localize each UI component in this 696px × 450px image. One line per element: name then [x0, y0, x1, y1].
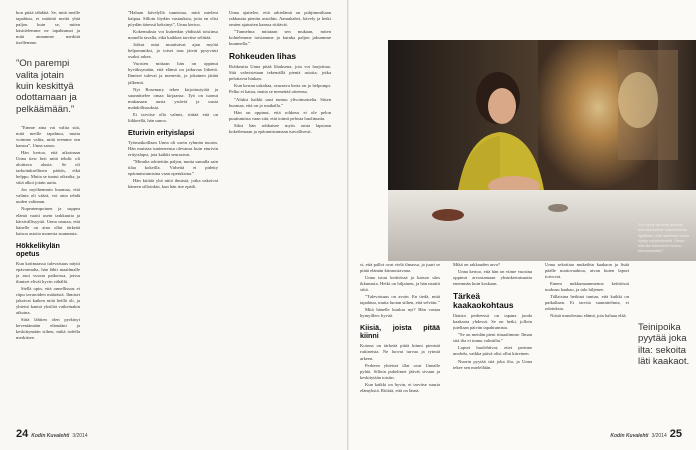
body-paragraph: Hän kertoo, että aikoinaan Unna tiesi heti mitä tehdä: oli aloittava alusta. Se oli tarkoituksellinen päätös, eikä helppo. Mutta se tuntui oikealta, ja siitä alkoi jotain uutta.	[16, 150, 80, 186]
section-heading: Hökkelikylän opetus	[16, 240, 60, 258]
body-paragraph: Hän kiittää yhä niitä ihmisiä, jotka uskoivat häneen silloinkin, kun hän itse epäili.	[128, 178, 218, 190]
body-paragraph: ”Tunnelma mitataan sen mukaan, miten kohtelemme toisiamme ja kuinka paljon jaksamme kuunnella.”	[229, 29, 331, 47]
body-paragraph: Siellä opin, että onnellisuus ei riipu tavaroiden määrästä. Ihmiset jakoivat kaiken mitä heillä oli, ja yhteisö kantoi yksilöä vaikeinakin aikoina.	[16, 285, 80, 316]
body-paragraph: Hän on oppinut, että rohkeus ei ole pelon puuttumista vaan sitä, että toimii pelosta huolimatta.	[229, 109, 331, 121]
issue-number: 3/2014	[651, 433, 667, 439]
body-paragraph: ”Haluan kävelyllä tunnistaa, mitä mieleni kaipaa. Silloin löydän vastauksia, joita en olisi pöydän ääressä keksinyt”, Unna kertoo.	[128, 10, 218, 28]
article-column-4	[360, 262, 440, 432]
article-column-5	[453, 262, 532, 432]
body-paragraph: Kun kaikki on hyvin, ei tarvitse suuria elämyksiä. Riittää, että on läsnä.	[360, 381, 440, 393]
folio-left	[16, 428, 88, 440]
body-paragraph: Nuorin pyytää sitä joka ilta, ja Unna tekee sen mielellään.	[453, 358, 532, 370]
pull-quote-right: Teinipoika pyytää joka ilta: sekoita läti kaakaot.	[638, 322, 690, 367]
body-paragraph: Mikä on rakkauden arvo?	[453, 262, 501, 267]
magazine-name: Kodin Kuvalehti	[31, 433, 70, 439]
body-paragraph: Niistä muodostuu elämä, jota haluaa elää.	[550, 313, 627, 319]
photo-caption: ”En tunne tarvetta asettaa tulevaisuudelle suunnitelmia. Ajattelen, että hallinnan tunne löytyy nykyhetkestä. Oman elämän tekeminen tuntuu kiinnostavalta.”	[638, 222, 690, 254]
body-paragraph: Ei tarvitse olla valmis, riittää että on liikkeellä, hän sanoo.	[128, 111, 218, 123]
body-paragraph: Jos myöhemmin huomaa, että valinta oli väärä, voi aina tehdä uuden valinnan.	[16, 187, 80, 205]
body-paragraph: ”Emme aina voi valita sitä, mitä meille tapahtuu, mutta voimme valita, mitä teemme sen kanssa”, Unna sanoo.	[16, 124, 80, 148]
issue-number: 3/2014	[72, 433, 88, 439]
magazine-name: Kodin Kuvalehti	[610, 433, 649, 439]
body-paragraph: Iltaisin perheessä on tapana juoda kaakaota yhdessä. Se on hetki, jolloin jutellaan päivän tapahtumista.	[453, 313, 532, 331]
body-paragraph: Siksi hän rohkaisee myös omia lapsiaan kokeilemaan ja epäonnistumaan turvallisesti.	[229, 122, 331, 134]
article-column-3	[229, 10, 331, 428]
body-paragraph: Unna ajattelee, että arkielämä on pohjimmiltaan rakkautta pieniin asioihin. Aamukahvi, kävely ja hetki omien ajatusten kanssa riittävät.	[229, 10, 331, 28]
body-paragraph: Kun kotimaassa tulevaisuus näytti epävarmalta, hän lähti maailmalle ja asui vuosia paikoissa, joissa ihmiset elivät hyvin vähällä.	[16, 260, 80, 284]
body-paragraph: Siitä lähtien olen pyrkinyt keventämään elämääni ja keskittymään siihen, mikä todella merkitsee.	[16, 317, 80, 341]
article-column-2	[128, 10, 218, 428]
body-paragraph: ”Minulta odotettiin paljon, mutta samalla sain tilaa kokeilla. Virheitä ei pidetty epäonnistumisina vaan opetuksina.”	[128, 158, 218, 177]
body-paragraph: Unna kertoo, että hän on viime vuosina oppinut arvostamaan yksinkertaisuutta enemmän kuin koskaan.	[453, 269, 532, 287]
body-paragraph: Vuosien mittaan hän on oppinut hyväksymään, että elämä on jatkuvaa liikettä. Ihmiset tulevat ja menevät, ja jokainen jättää jälkensä.	[128, 61, 218, 85]
body-paragraph: Nyt Rosemary tekee kirjoitustyötä ja suunnittelee omaa kirjaansa. Työ on tuonut mukanaan uusia ystäviä ja uusia mahdollisuuksia.	[128, 86, 218, 110]
folio-right	[610, 428, 682, 440]
article-column-6	[545, 262, 629, 432]
section-heading: Tärkeä kaakaokohtaus	[453, 291, 514, 311]
article-column-1	[16, 10, 80, 428]
body-paragraph: Kotona on tärkeää pitää kiinni pienistä rutiineista. Ne luovat turvaa ja rytmiä arkeen.	[360, 343, 440, 361]
page-number: 24	[16, 428, 29, 440]
body-paragraph: Mitä hänelle kuuluu nyt? Hän vastaa hymyillen: hyvää.	[360, 307, 440, 319]
body-paragraph: si, että pallot ovat vielä ilmassa, ja juuri se pitää elämän kiinnostavana.	[360, 262, 440, 274]
section-heading: Eturivin erityislapsi	[128, 127, 195, 137]
body-paragraph: Kun kerran uskaltaa, seuraava kerta on jo helpompi. Pelko ei katoa, mutta se menettää otteensa.	[229, 83, 331, 95]
body-paragraph: ”Tulevaisuus on avoin. En tiedä, mitä tapahtuu, mutta luotan siihen, että selviän.”	[360, 294, 440, 306]
pull-quote-left: ”On parempi valita jotain kuin keskittyä odottamaan ja pelkäämään.”	[16, 58, 77, 115]
body-paragraph: Lapset huolehtivat, ettei perinne unohdu, vaikka päivä olisi ollut kiireinen.	[453, 345, 532, 357]
body-paragraph: ”Se on meidän pieni rituaalimme. Ilman sitä ilta ei tunnu valmiilta.”	[453, 332, 532, 344]
body-paragraph: Unna istuu keittiössä ja katsoo ulos ikkunasta. Hetki on hiljainen, ja hän nauttii siitä.	[360, 275, 440, 293]
body-paragraph: Työmatkoillaan Unna oli usein ryhmän nuorin. Hän muistaa tunteneensa olevansa kuin eturivin erityislapsi, jota kaikki seurasivat.	[128, 139, 218, 157]
body-paragraph: Tällaisina hetkinä tuntuu, että kaikki on paikallaan. Ei tarvita suunnitelmia, ei odotuksia.	[545, 294, 629, 312]
page-number: 25	[669, 428, 682, 440]
body-paragraph: Rohkeutta Unna pitää lihaksena, jota voi harjoittaa. Sitä vahvistetaan tekemällä pieniä asioita, jotka pelottavat hiukan.	[229, 64, 331, 82]
page-spine	[347, 0, 349, 450]
body-paragraph: Unna sekoittaa mukeihin kaakaon ja lisää päälle maitovaahtoa, aivan kuten lapset toivovat.	[545, 262, 629, 280]
section-heading: Rohkeuden lihas	[229, 51, 297, 62]
body-paragraph: hon pitää tähdätä. Se, mitä meille tapahtuu, ei määritä meitä yhtä paljon kuin se, miten käsittelemme ne tapahtumat ja mitä annamme merkitä itsellemme.	[16, 10, 80, 46]
section-heading: Kiisiä, joista pitää kiinni	[360, 323, 440, 341]
body-paragraph: Jotkut asiat muuttuivat ajan myötä helpommiksi, ja toiset taas jäivät pysyvästi osaksi arkea.	[128, 42, 218, 60]
body-paragraph: ”Aluksi kaikki uusi tuntuu ylivoimaiselta. Sitten huomaa, että on jo matkalla.”	[229, 96, 331, 108]
body-paragraph: Ennen nukkumaanmenoa keittiössä tuoksuu kaakao, ja talo hiljenee.	[545, 281, 629, 293]
body-paragraph: Nopeatempoinen ja suppea elämä vaatii usein tarkkuutta ja kärsivällisyyttä. Unna nauraa, että hänelle on aina ollut tärkeää katsoa asioita monesta suunnasta.	[16, 206, 80, 236]
body-paragraph: Kokemuksia voi kuitenkin yhdistää toisiinsa monella tavalla, eikä kaikkea tarvitse selittää.	[128, 29, 218, 41]
body-paragraph: Perheen yhteiset illat ovat Unnalle pyhiä. Silloin puhelimet jäävät sivuun ja keskitytään toisiin.	[360, 362, 440, 380]
